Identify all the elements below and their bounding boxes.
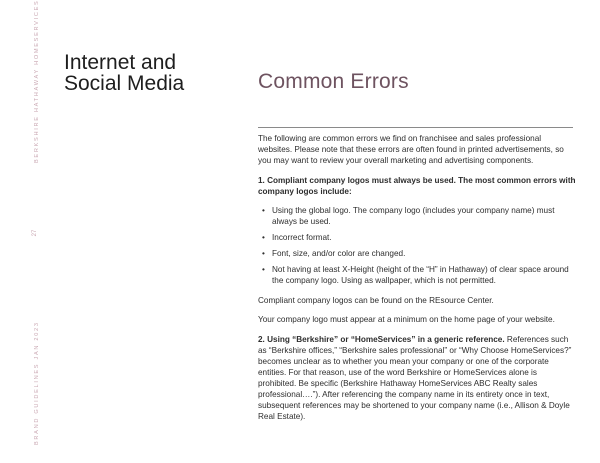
section-title: [64, 52, 184, 94]
list-item: • Not having at least X-Height (height of the “H” in Hathaway) of clear space around the company logo. Using as wallpaper, which is not permitted.: [258, 264, 576, 286]
error-2-heading: 2. Using “Berkshire” or “HomeServices” in a generic reference.: [258, 334, 505, 344]
section-title-line-1: Internet and: [64, 51, 177, 74]
list-item: • Incorrect format.: [258, 232, 576, 243]
homepage-logo-note: Your company logo must appear at a minimum on the home page of your website.: [258, 315, 555, 324]
intro-paragraph: The following are common errors we find on franchisee and sales professional websites. Please note that these errors are often found in printed advertisements, so you may want to review your overall marketing and advertising components.: [258, 134, 564, 165]
body-content: [258, 133, 576, 430]
error-2-paragraph: [258, 334, 576, 422]
error-1-heading: 1. Compliant company logos must always be used. The most common errors with company logos include:: [258, 175, 576, 196]
brand-vertical-text: BERKSHIRE HATHAWAY HOMESERVICES: [34, 0, 40, 163]
list-item: • Using the global logo. The company logo (includes your company name) must always be used.: [258, 205, 576, 227]
section-title-line-2: Social Media: [64, 72, 185, 95]
list-item: • Font, size, and/or color are changed.: [258, 248, 576, 259]
page-number: 27: [32, 229, 38, 237]
page-heading: Common Errors: [258, 70, 409, 93]
error-2-text: References such as “Berkshire offices,” “Berkshire sales professional” or “Why Choose HomeServices?” becomes unclear as to whether you mean your company or one of the corporate entities. For that reason, use of the word Berkshire or HomeServices alone is prohibited. Be specific (Berkshire Hathaway HomeServices ABC Realty sales professional….”). After referencing the company name in its entirety once in text, subsequent references may be shortened to your company name (i.e., Allison & Doyle Real Estate).: [258, 334, 572, 421]
heading-divider: [258, 127, 573, 128]
resource-center-note: Compliant company logos can be found on the REsource Center.: [258, 295, 494, 305]
logo-errors-list: [258, 205, 576, 286]
guidelines-date-vertical-text: BRAND GUIDELINES JAN 2023: [34, 321, 40, 445]
